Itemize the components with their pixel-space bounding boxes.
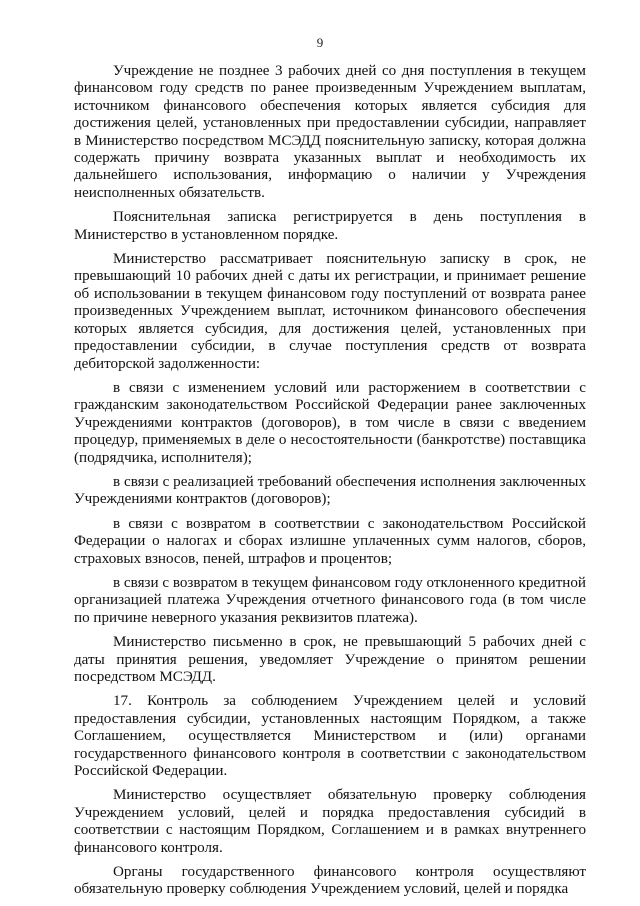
paragraph-1: Учреждение не позднее 3 рабочих дней со дня поступления в текущем финансовом году средств по ранее произведенным Учреждением выплатам, источником финансового обеспечения которых является субсидия для достижения целей, установленных при предоставлении субсидии, направляет в Министерство посредством МСЭДД пояснительную записку, которая должна содержать причину возврата указанных выплат и необходимость их дальнейшего использования, информацию о наличии у Учреждения неисполненных обязательств. — [74, 63, 586, 201]
paragraph-10: Министерство осуществляет обязательную проверку соблюдения Учреждением условий, целей и порядка предоставления субсидий в соответствии с настоящим Порядком, Соглашением и в рамках внутреннего финансового контроля. — [74, 787, 586, 856]
paragraph-7: в связи с возвратом в текущем финансовом году отклоненного кредитной организацией платежа Учреждения отчетного финансового года (в том числе по причине неверного указания реквизитов платежа). — [74, 574, 586, 626]
paragraph-11: Органы государственного финансового контроля осуществляют обязательную проверку соблюдения Учреждением условий, целей и порядка — [74, 864, 586, 898]
paragraph-3: Министерство рассматривает пояснительную записку в срок, не превышающий 10 рабочих дней с даты их регистрации, и принимает решение об использовании в текущем финансовом году поступлений от возврата ранее произведенных Учреждением выплат, источником финансового обеспечения которых является субсидия, для достижения целей, установленных при предоставлении субсидии, в случае поступления средств от возврата дебиторской задолженности: — [74, 251, 586, 372]
page-number: 9 — [316, 35, 324, 50]
paragraph-2: Пояснительная записка регистрируется в день поступления в Министерство в установленном порядке. — [74, 209, 586, 243]
paragraph-4: в связи с изменением условий или расторжением в соответствии с гражданским законодательством Российской Федерации ранее заключенных Учреждениями контрактов (договоров), в том числе в связи с введением процедур, применяемых в деле о несостоятельности (банкротстве) поставщика (подрядчика, исполнителя); — [74, 379, 586, 466]
paragraph-5: в связи с реализацией требований обеспечения исполнения заключенных Учреждениями контрактов (договоров); — [74, 473, 586, 508]
paragraph-9: 17. Контроль за соблюдением Учреждением целей и условий предоставления субсидии, установленных настоящим Порядком, а также Соглашением, осуществляется Министерством и (или) органами государственного финансового контроля в соответствии с законодательством Российской Федерации. — [74, 693, 586, 780]
paragraph-6: в связи с возвратом в соответствии с законодательством Российской Федерации о налогах и сборах излишне уплаченных сумм налогов, сборов, страховых взносов, пеней, штрафов и процентов; — [74, 515, 586, 567]
document-body — [74, 63, 586, 906]
paragraph-8: Министерство письменно в срок, не превышающий 5 рабочих дней с даты принятия решения, уведомляет Учреждение о принятом решении посредством МСЭДД. — [74, 634, 586, 685]
